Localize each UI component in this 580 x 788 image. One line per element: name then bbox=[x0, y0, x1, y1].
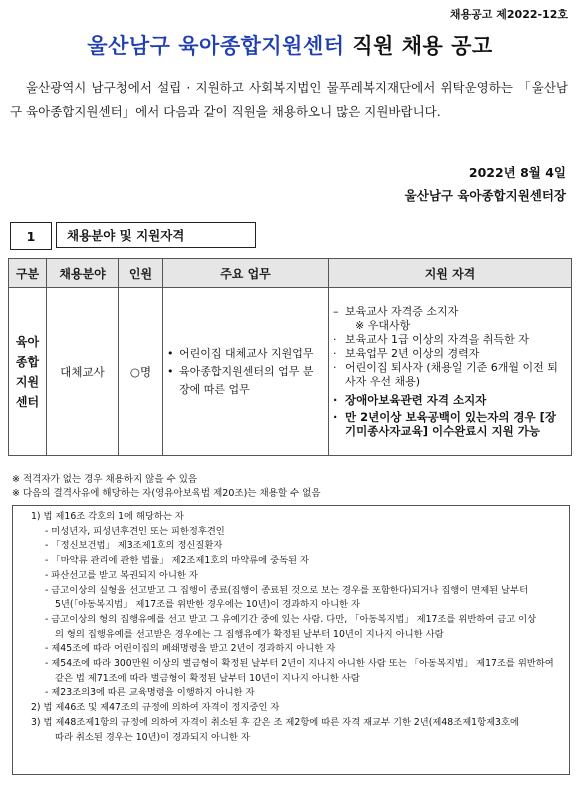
note-line: ※ 다음의 결격사유에 해당하는 자(영유아보육법 제20조)는 채용할 수 없음 bbox=[12, 488, 321, 499]
title-center-name: 울산남구 육아종합지원센터 bbox=[87, 34, 345, 58]
category-line: 센터 bbox=[15, 394, 40, 409]
note-line: ※ 적격자가 없는 경우 채용하지 않을 수 있음 bbox=[12, 474, 198, 485]
header-duties: 주요 업무 bbox=[163, 259, 329, 288]
qualification-item: – 보육교사 자격증 소지자 bbox=[333, 305, 459, 318]
disqualification-item: - 「정신보건법」 제3조제1호의 정신질환자 bbox=[45, 540, 223, 552]
disqualification-item: - 「마약류 관리에 관한 법률」 제2조제1호의 마약류에 중독된 자 bbox=[45, 555, 309, 567]
notice-date: 2022년 8월 4일 bbox=[468, 165, 566, 180]
qualification-item: · 만 2년이상 보육공백이 있는자의 경우 [장기미종사자교육] 이수완료시 지원 가능 bbox=[333, 410, 557, 438]
disqualification-item: - 금고이상의 실형을 선고받고 그 집행이 종료(집행이 종료된 것으로 보는 경우를 포함한다)되거나 집행이 면제된 날부터 bbox=[45, 584, 529, 596]
section-number: 1 bbox=[10, 222, 52, 250]
disqualification-item: - 미성년자, 피성년후견인 또는 피한정후견인 bbox=[45, 525, 225, 537]
table-header-row bbox=[9, 259, 572, 288]
disqualification-item: 5년(「아동복지법」 제17조를 위반한 경우에는 10년)이 경과하지 아니한 자 bbox=[55, 599, 360, 611]
qualification-item: · 장애아보육관련 자격 소지자 bbox=[333, 393, 487, 407]
field-cell: 대체교사 bbox=[47, 288, 119, 456]
disqualification-item: 의 형의 집행유예를 선고받은 경우에는 그 집행유예가 확정된 날부터 10년이 지나지 아니한 사람 bbox=[55, 628, 444, 640]
duties-cell bbox=[163, 288, 329, 456]
disqualification-item: 3) 법 제48조제1항의 규정에 의하여 자격이 취소된 후 같은 조 제2항에 따른 자격 재교부 기한 2년(제48조제1항제3호에 bbox=[31, 716, 519, 728]
category-line: 육아 bbox=[15, 334, 40, 349]
header-qualifications: 지원 자격 bbox=[329, 259, 572, 288]
intro-paragraph bbox=[10, 76, 568, 124]
notes bbox=[12, 473, 321, 501]
disqualification-item: 같은 법 제71조에 따라 벌금형이 확정된 날부터 10년이 지나지 아니한 사람 bbox=[55, 672, 360, 684]
table-row bbox=[9, 288, 572, 456]
header-category: 구분 bbox=[9, 259, 47, 288]
issuer-name: 울산남구 육아종합지원센터장 bbox=[404, 188, 566, 203]
disqualification-item: - 제23조의3에 따른 교육명령을 이행하지 아니한 자 bbox=[45, 687, 255, 699]
disqualification-item: - 금고이상의 형의 집행유예를 선고 받고 그 유예기간 중에 있는 사람. 다만, 「아동복지법」 제17조를 위반하여 금고 이상 bbox=[45, 613, 537, 625]
title-suffix: 직원 채용 공고 bbox=[344, 34, 493, 58]
count-cell: ○명 bbox=[119, 288, 163, 456]
section-title: 채용분야 및 지원자격 bbox=[56, 222, 256, 248]
disqualification-item: 1) 법 제16조 각호의 1에 해당하는 자 bbox=[31, 511, 184, 522]
duty-item: • 어린이집 대체교사 지원업무 bbox=[167, 346, 314, 360]
disqualification-item: - 파산선고를 받고 복권되지 아니한 자 bbox=[45, 569, 198, 581]
qualification-item: · 보육교사 1급 이상의 자격을 취득한 자 bbox=[333, 333, 529, 346]
preference-heading: ※ 우대사항 bbox=[355, 319, 411, 332]
category-line: 종합 bbox=[15, 354, 40, 369]
disqualification-item: - 제54조에 따라 300만원 이상의 벌금형이 확정된 날부터 2년이 지나지 아니한 사람 또는 「아동복지법」 제17조를 위반하여 bbox=[45, 658, 554, 670]
disqualification-item: 따라 취소된 경우는 10년)이 경과되지 아니한 자 bbox=[55, 731, 250, 743]
recruitment-table bbox=[8, 258, 572, 456]
intro-text: 울산광역시 남구청에서 설립 · 지원하고 사회복지법인 물푸레복지재단에서 위탁운영하는 「울산남구 육아종합지원센터」에서 다음과 같이 직원을 채용하오니 많은 지원바랍니다. bbox=[10, 80, 568, 119]
notice-number: 채용공고 제2022-12호 bbox=[449, 8, 568, 21]
category-line: 지원 bbox=[15, 374, 40, 389]
duty-item: • 육아종합지원센터의 업무 분장에 따른 업무 bbox=[167, 364, 314, 396]
page-title bbox=[0, 30, 580, 60]
qualification-item: · 어린이집 퇴사자 (채용일 기준 6개월 이전 퇴사자 우선 채용) bbox=[333, 361, 558, 388]
qualification-item: · 보육업무 2년 이상의 경력자 bbox=[333, 347, 480, 360]
disqualification-item: 2) 법 제46조 및 제47조의 규정에 의하여 자격이 정지중인 자 bbox=[31, 702, 280, 714]
disqualification-box bbox=[12, 505, 570, 775]
header-field: 채용분야 bbox=[47, 259, 119, 288]
header-count: 인원 bbox=[119, 259, 163, 288]
disqualification-item: - 제45조에 따라 어린이집의 폐쇄명령을 받고 2년이 경과하지 아니한 자 bbox=[45, 643, 336, 655]
qualifications-cell bbox=[329, 288, 572, 456]
category-cell bbox=[9, 288, 47, 456]
